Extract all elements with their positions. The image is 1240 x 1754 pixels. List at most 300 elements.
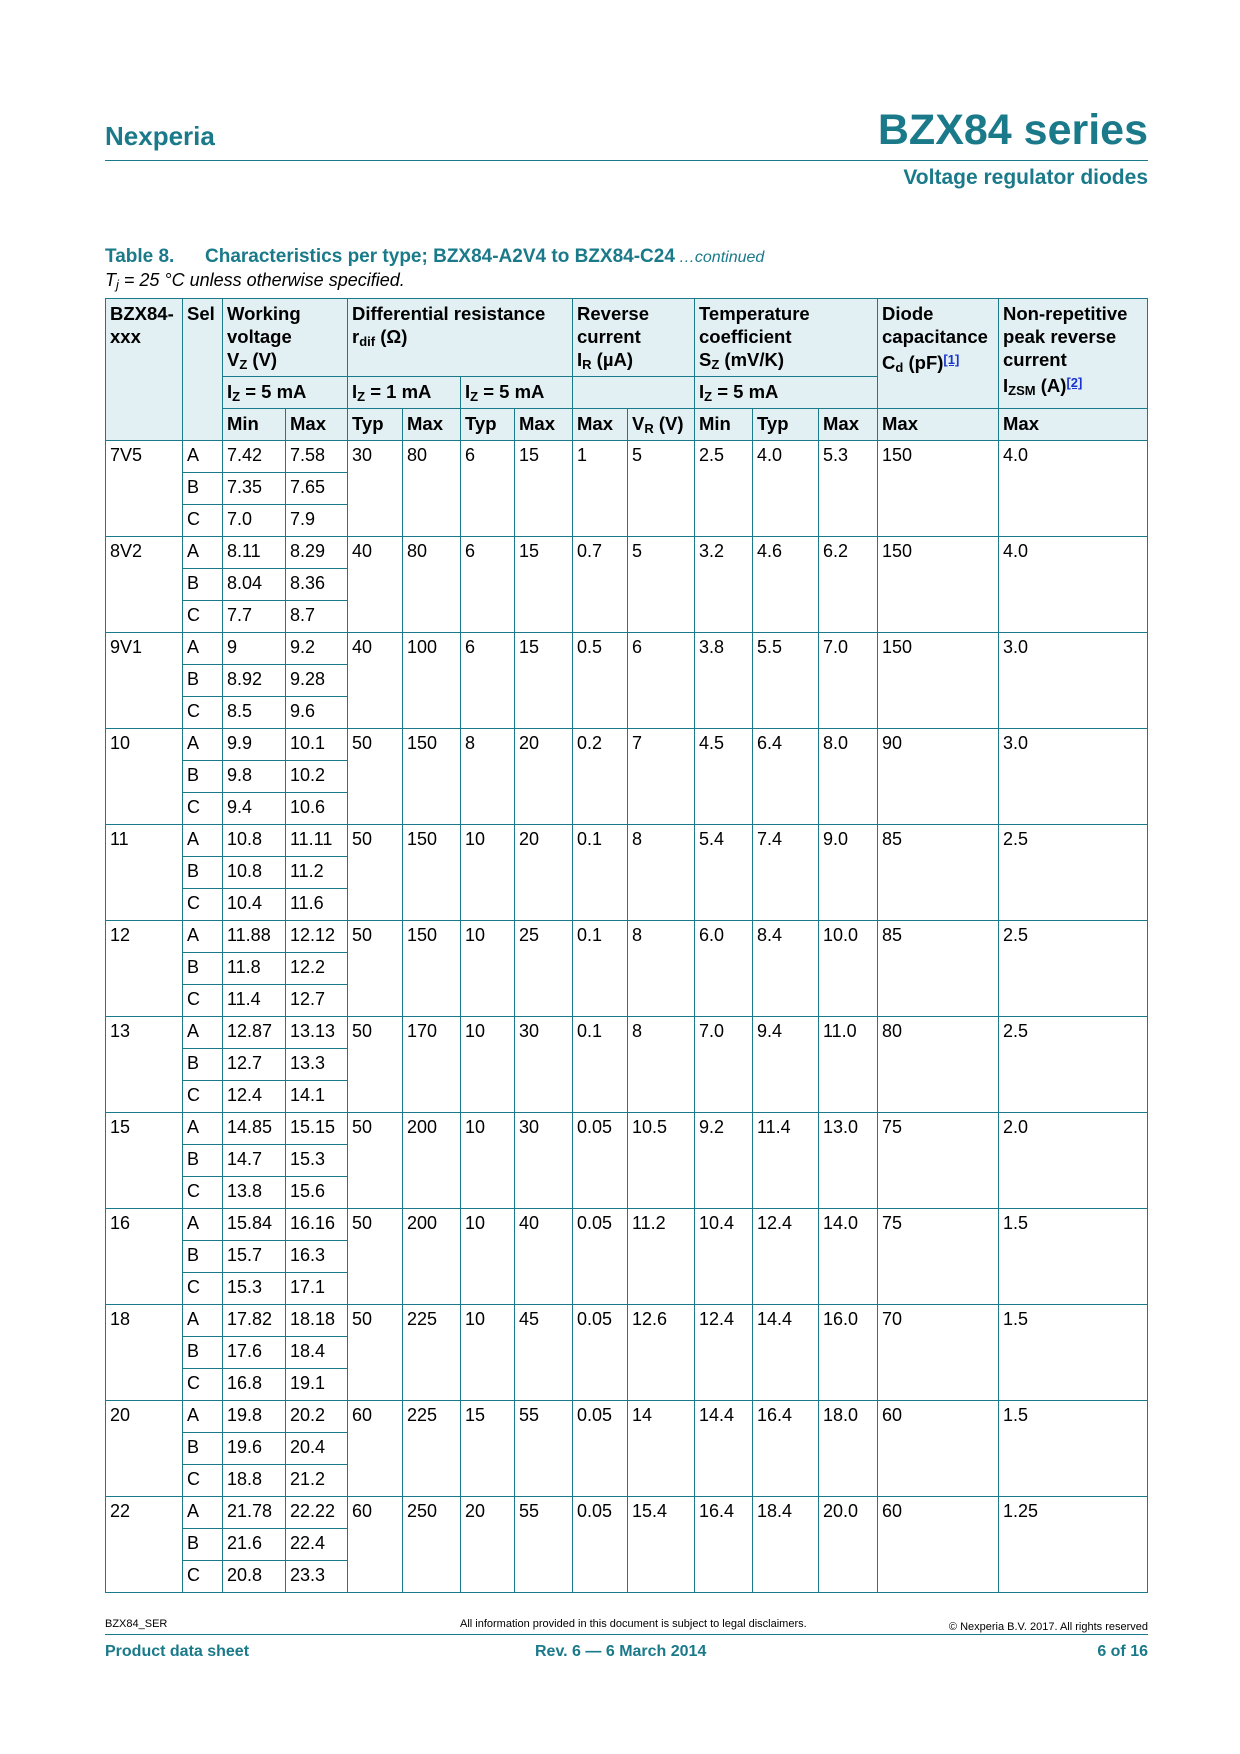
- cell-izsm-max: 2.5: [999, 825, 1148, 921]
- cell-sel: C: [183, 793, 223, 825]
- cell-izsm-max: 1.5: [999, 1401, 1148, 1497]
- cell-sz-min: 4.5: [695, 729, 753, 825]
- cell-vz-max: 8.36: [286, 569, 348, 601]
- cell-vz-min: 7.35: [223, 473, 286, 505]
- cell-vr: 8: [628, 825, 695, 921]
- cell-vr: 5: [628, 537, 695, 633]
- cell-r5-typ: 10: [461, 1113, 515, 1209]
- cell-r1-typ: 50: [348, 729, 403, 825]
- cell-type: 9V1: [106, 633, 183, 729]
- th-sz-typ: Typ: [753, 409, 819, 441]
- cell-vz-max: 15.3: [286, 1145, 348, 1177]
- cell-sel: B: [183, 761, 223, 793]
- footer-disclaimer: All information provided in this document is subject to legal disclaimers.: [460, 1618, 807, 1630]
- cell-vz-min: 19.8: [223, 1401, 286, 1433]
- cell-vz-max: 12.2: [286, 953, 348, 985]
- cell-sz-typ: 4.0: [753, 441, 819, 537]
- cell-type: 18: [106, 1305, 183, 1401]
- cell-vr: 5: [628, 441, 695, 537]
- cell-vz-max: 8.7: [286, 601, 348, 633]
- cell-r1-typ: 40: [348, 633, 403, 729]
- cell-sz-typ: 6.4: [753, 729, 819, 825]
- cell-vz-max: 10.2: [286, 761, 348, 793]
- brand-name: Nexperia: [105, 121, 215, 151]
- table-row: [106, 1305, 1148, 1337]
- cell-sz-max: 11.0: [819, 1017, 878, 1113]
- table-row: [106, 1401, 1148, 1433]
- cell-vz-max: 18.18: [286, 1305, 348, 1337]
- cell-cd-max: 85: [878, 921, 999, 1017]
- cell-sel: C: [183, 985, 223, 1017]
- cell-r1-max: 250: [403, 1497, 461, 1593]
- cell-sz-typ: 12.4: [753, 1209, 819, 1305]
- cell-vr: 15.4: [628, 1497, 695, 1593]
- cell-izsm-max: 1.5: [999, 1305, 1148, 1401]
- table-row: [106, 633, 1148, 665]
- th-vr: $V_R$ (V): [628, 409, 695, 441]
- footer-page-number: 6 of 16: [1097, 1643, 1148, 1660]
- cell-vz-max: 9.28: [286, 665, 348, 697]
- th-vz-max: Max: [286, 409, 348, 441]
- cell-sel: B: [183, 473, 223, 505]
- cell-vz-min: 16.8: [223, 1369, 286, 1401]
- cell-vz-max: 11.11: [286, 825, 348, 857]
- cell-r1-typ: 30: [348, 441, 403, 537]
- table-body: [106, 441, 1148, 1593]
- cell-sel: C: [183, 1465, 223, 1497]
- cell-sel: B: [183, 1049, 223, 1081]
- cell-vz-max: 15.6: [286, 1177, 348, 1209]
- cell-cd-max: 75: [878, 1113, 999, 1209]
- cell-sz-min: 2.5: [695, 441, 753, 537]
- cell-r5-typ: 6: [461, 633, 515, 729]
- cell-sel: A: [183, 1209, 223, 1241]
- cell-ir-max: 0.05: [573, 1209, 628, 1305]
- header-rule: [105, 160, 1148, 161]
- cell-vz-min: 8.92: [223, 665, 286, 697]
- cell-r5-max: 40: [515, 1209, 573, 1305]
- cell-r1-max: 80: [403, 537, 461, 633]
- th-ir-max: Max: [573, 409, 628, 441]
- cell-r5-typ: 10: [461, 921, 515, 1017]
- th-sz-max: Max: [819, 409, 878, 441]
- footnote-link-2[interactable]: [2]: [1066, 375, 1083, 390]
- cell-vz-min: 9.8: [223, 761, 286, 793]
- cell-vz-max: 16.3: [286, 1241, 348, 1273]
- cell-vz-min: 15.3: [223, 1273, 286, 1305]
- cell-vz-min: 9.9: [223, 729, 286, 761]
- cell-sz-max: 14.0: [819, 1209, 878, 1305]
- cell-r5-max: 25: [515, 921, 573, 1017]
- th-nonrepetitive-current: Non-repetitive peak reverse current $I_{ZSM}$ (A)[2]: [999, 299, 1148, 409]
- cell-sel: C: [183, 889, 223, 921]
- cell-sz-min: 7.0: [695, 1017, 753, 1113]
- cell-type: 7V5: [106, 441, 183, 537]
- cell-izsm-max: 4.0: [999, 441, 1148, 537]
- table-row: [106, 921, 1148, 953]
- th-iz5-rdif: $I_Z = 5$ mA: [461, 377, 573, 409]
- cell-r5-typ: 10: [461, 1017, 515, 1113]
- cell-sel: B: [183, 665, 223, 697]
- cell-izsm-max: 4.0: [999, 537, 1148, 633]
- th-iz5-sz: $I_Z = 5$ mA: [695, 377, 878, 409]
- cell-r5-typ: 10: [461, 1209, 515, 1305]
- footer-revision: Rev. 6 — 6 March 2014: [535, 1643, 707, 1660]
- cell-ir-max: 0.5: [573, 633, 628, 729]
- cell-vz-max: 10.6: [286, 793, 348, 825]
- cell-sz-typ: 7.4: [753, 825, 819, 921]
- cell-r1-typ: 50: [348, 825, 403, 921]
- cell-ir-max: 0.1: [573, 921, 628, 1017]
- cell-vz-min: 7.7: [223, 601, 286, 633]
- cell-r1-max: 225: [403, 1401, 461, 1497]
- cell-vz-max: 12.7: [286, 985, 348, 1017]
- cell-r5-typ: 6: [461, 441, 515, 537]
- cell-izsm-max: 2.0: [999, 1113, 1148, 1209]
- cell-r1-typ: 50: [348, 921, 403, 1017]
- footer-doc-type: Product data sheet: [105, 1643, 250, 1660]
- cell-izsm-max: 1.25: [999, 1497, 1148, 1593]
- cell-izsm-max: 2.5: [999, 921, 1148, 1017]
- cell-sel: C: [183, 505, 223, 537]
- cell-vz-min: 11.88: [223, 921, 286, 953]
- cell-vr: 8: [628, 921, 695, 1017]
- table-row: [106, 537, 1148, 569]
- cell-vr: 10.5: [628, 1113, 695, 1209]
- cell-r5-typ: 20: [461, 1497, 515, 1593]
- cell-vz-max: 22.22: [286, 1497, 348, 1529]
- cell-vz-min: 21.6: [223, 1529, 286, 1561]
- cell-vz-max: 13.13: [286, 1017, 348, 1049]
- cell-vz-max: 18.4: [286, 1337, 348, 1369]
- cell-sz-max: 9.0: [819, 825, 878, 921]
- cell-ir-max: 0.05: [573, 1497, 628, 1593]
- cell-sz-typ: 8.4: [753, 921, 819, 1017]
- cell-r1-typ: 60: [348, 1401, 403, 1497]
- cell-sz-min: 10.4: [695, 1209, 753, 1305]
- table-row: [106, 1017, 1148, 1049]
- cell-sel: A: [183, 1305, 223, 1337]
- footer-rule: [105, 1634, 1148, 1635]
- cell-vz-min: 12.4: [223, 1081, 286, 1113]
- cell-vz-min: 15.7: [223, 1241, 286, 1273]
- cell-sel: A: [183, 729, 223, 761]
- cell-vz-max: 14.1: [286, 1081, 348, 1113]
- cell-r5-max: 55: [515, 1401, 573, 1497]
- cell-sel: A: [183, 1401, 223, 1433]
- cell-sz-typ: 16.4: [753, 1401, 819, 1497]
- cell-vz-min: 8.11: [223, 537, 286, 569]
- product-subtitle: Voltage regulator diodes: [903, 166, 1148, 189]
- cell-sel: B: [183, 1529, 223, 1561]
- cell-r1-max: 150: [403, 921, 461, 1017]
- cell-type: 15: [106, 1113, 183, 1209]
- th-temperature-coefficient: Temperature coefficient $S_Z$ (mV/K): [695, 299, 878, 377]
- cell-vz-min: 9: [223, 633, 286, 665]
- cell-cd-max: 70: [878, 1305, 999, 1401]
- cell-ir-max: 0.1: [573, 1017, 628, 1113]
- cell-sz-min: 9.2: [695, 1113, 753, 1209]
- cell-vr: 7: [628, 729, 695, 825]
- th-type: BZX84-xxx: [106, 299, 183, 441]
- cell-sz-min: 16.4: [695, 1497, 753, 1593]
- cell-r1-max: 150: [403, 825, 461, 921]
- cell-r1-max: 200: [403, 1113, 461, 1209]
- cell-vz-max: 23.3: [286, 1561, 348, 1593]
- cell-sel: B: [183, 1433, 223, 1465]
- cell-r1-max: 80: [403, 441, 461, 537]
- cell-r5-max: 15: [515, 633, 573, 729]
- cell-sz-min: 3.8: [695, 633, 753, 729]
- cell-ir-max: 0.05: [573, 1305, 628, 1401]
- cell-vz-min: 10.8: [223, 825, 286, 857]
- cell-r1-max: 170: [403, 1017, 461, 1113]
- cell-r1-max: 200: [403, 1209, 461, 1305]
- cell-r1-max: 100: [403, 633, 461, 729]
- cell-ir-max: 0.1: [573, 825, 628, 921]
- cell-r1-typ: 50: [348, 1305, 403, 1401]
- cell-sel: C: [183, 1273, 223, 1305]
- cell-sel: A: [183, 537, 223, 569]
- cell-sel: B: [183, 1145, 223, 1177]
- cell-sel: A: [183, 1113, 223, 1145]
- cell-r5-typ: 10: [461, 1305, 515, 1401]
- cell-type: 8V2: [106, 537, 183, 633]
- cell-vz-max: 16.16: [286, 1209, 348, 1241]
- th-diode-capacitance: Diode capacitance $C_d$ (pF)[1]: [878, 299, 999, 409]
- cell-vz-max: 15.15: [286, 1113, 348, 1145]
- cell-izsm-max: 3.0: [999, 633, 1148, 729]
- cell-sz-min: 6.0: [695, 921, 753, 1017]
- footnote-link-1[interactable]: [1]: [943, 352, 960, 367]
- cell-sz-max: 13.0: [819, 1113, 878, 1209]
- cell-cd-max: 150: [878, 441, 999, 537]
- cell-vz-min: 17.6: [223, 1337, 286, 1369]
- table-continued: …continued: [678, 249, 765, 266]
- th-r1-typ: Typ: [348, 409, 403, 441]
- cell-vz-min: 10.4: [223, 889, 286, 921]
- cell-sz-min: 14.4: [695, 1401, 753, 1497]
- cell-r5-max: 15: [515, 537, 573, 633]
- cell-vz-max: 8.29: [286, 537, 348, 569]
- cell-ir-max: 0.2: [573, 729, 628, 825]
- cell-type: 20: [106, 1401, 183, 1497]
- cell-cd-max: 90: [878, 729, 999, 825]
- th-r5-max: Max: [515, 409, 573, 441]
- cell-cd-max: 85: [878, 825, 999, 921]
- th-reverse-current: Reverse current $I_R$ (µA): [573, 299, 695, 377]
- cell-r5-typ: 10: [461, 825, 515, 921]
- cell-sel: C: [183, 1561, 223, 1593]
- cell-vz-min: 7.42: [223, 441, 286, 473]
- footer-doc-id: BZX84_SER: [105, 1618, 168, 1630]
- cell-type: 13: [106, 1017, 183, 1113]
- cell-vz-max: 11.6: [286, 889, 348, 921]
- characteristics-table: [105, 298, 1148, 1593]
- cell-sz-max: 7.0: [819, 633, 878, 729]
- cell-vz-min: 11.4: [223, 985, 286, 1017]
- cell-vz-max: 9.6: [286, 697, 348, 729]
- cell-vz-min: 8.04: [223, 569, 286, 601]
- cell-r1-typ: 40: [348, 537, 403, 633]
- cell-vz-min: 12.87: [223, 1017, 286, 1049]
- th-ir-blank: [573, 377, 695, 409]
- cell-sz-max: 8.0: [819, 729, 878, 825]
- product-series-title: BZX84 series: [877, 106, 1148, 154]
- cell-ir-max: 1: [573, 441, 628, 537]
- cell-r5-max: 20: [515, 729, 573, 825]
- cell-vr: 14: [628, 1401, 695, 1497]
- cell-r5-typ: 15: [461, 1401, 515, 1497]
- cell-vz-min: 15.84: [223, 1209, 286, 1241]
- cell-vz-max: 9.2: [286, 633, 348, 665]
- cell-r1-typ: 50: [348, 1209, 403, 1305]
- cell-sel: A: [183, 441, 223, 473]
- cell-vz-max: 19.1: [286, 1369, 348, 1401]
- cell-izsm-max: 3.0: [999, 729, 1148, 825]
- cell-vz-max: 17.1: [286, 1273, 348, 1305]
- cell-vr: 12.6: [628, 1305, 695, 1401]
- cell-sel: A: [183, 633, 223, 665]
- cell-sel: B: [183, 857, 223, 889]
- cell-sz-typ: 4.6: [753, 537, 819, 633]
- cell-sel: C: [183, 697, 223, 729]
- cell-vz-min: 10.8: [223, 857, 286, 889]
- th-iz1: $I_Z = 1$ mA: [348, 377, 461, 409]
- cell-sel: B: [183, 1337, 223, 1369]
- cell-vz-max: 20.2: [286, 1401, 348, 1433]
- cell-sz-max: 20.0: [819, 1497, 878, 1593]
- table-row: [106, 825, 1148, 857]
- cell-vz-min: 11.8: [223, 953, 286, 985]
- cell-ir-max: 0.05: [573, 1113, 628, 1209]
- th-differential-resistance: Differential resistance $r_{dif}$ (Ω): [348, 299, 573, 377]
- cell-sz-typ: 9.4: [753, 1017, 819, 1113]
- cell-sz-min: 3.2: [695, 537, 753, 633]
- cell-cd-max: 80: [878, 1017, 999, 1113]
- table-caption: [105, 246, 764, 268]
- cell-vz-max: 7.9: [286, 505, 348, 537]
- table-row: [106, 729, 1148, 761]
- cell-vr: 8: [628, 1017, 695, 1113]
- cell-r5-typ: 6: [461, 537, 515, 633]
- cell-vz-min: 17.82: [223, 1305, 286, 1337]
- th-iz5-wv: $I_Z = 5$ mA: [223, 377, 348, 409]
- cell-r5-max: 30: [515, 1017, 573, 1113]
- cell-r1-typ: 50: [348, 1017, 403, 1113]
- table-row: [106, 1497, 1148, 1529]
- cell-sz-max: 10.0: [819, 921, 878, 1017]
- cell-r5-typ: 8: [461, 729, 515, 825]
- cell-izsm-max: 1.5: [999, 1209, 1148, 1305]
- cell-sz-typ: 5.5: [753, 633, 819, 729]
- cell-sel: B: [183, 569, 223, 601]
- cell-type: 11: [106, 825, 183, 921]
- cell-sz-max: 18.0: [819, 1401, 878, 1497]
- cell-sz-max: 16.0: [819, 1305, 878, 1401]
- cell-r5-max: 55: [515, 1497, 573, 1593]
- cell-vz-min: 19.6: [223, 1433, 286, 1465]
- cell-sz-max: 5.3: [819, 441, 878, 537]
- th-sz-min: Min: [695, 409, 753, 441]
- cell-sz-typ: 18.4: [753, 1497, 819, 1593]
- cell-vz-min: 18.8: [223, 1465, 286, 1497]
- cell-vz-min: 14.7: [223, 1145, 286, 1177]
- th-working-voltage: Working voltage $V_Z$ (V): [223, 299, 348, 377]
- th-cd-max: Max: [878, 409, 999, 441]
- cell-vz-min: 12.7: [223, 1049, 286, 1081]
- cell-vr: 6: [628, 633, 695, 729]
- cell-r5-max: 30: [515, 1113, 573, 1209]
- table-row: [106, 1113, 1148, 1145]
- cell-sel: C: [183, 601, 223, 633]
- table-row: [106, 441, 1148, 473]
- cell-type: 16: [106, 1209, 183, 1305]
- cell-vz-min: 14.85: [223, 1113, 286, 1145]
- cell-sel: A: [183, 1017, 223, 1049]
- cell-cd-max: 75: [878, 1209, 999, 1305]
- footer-copyright: © Nexperia B.V. 2017. All rights reserved: [948, 1621, 1148, 1633]
- cell-vz-max: 7.58: [286, 441, 348, 473]
- cell-r1-typ: 60: [348, 1497, 403, 1593]
- table-number: Table 8.: [105, 246, 175, 267]
- cell-vz-min: 8.5: [223, 697, 286, 729]
- cell-sel: B: [183, 1241, 223, 1273]
- cell-r5-max: 45: [515, 1305, 573, 1401]
- cell-sz-min: 12.4: [695, 1305, 753, 1401]
- th-vz-min: Min: [223, 409, 286, 441]
- cell-sz-typ: 11.4: [753, 1113, 819, 1209]
- cell-vz-max: 22.4: [286, 1529, 348, 1561]
- cell-vz-max: 10.1: [286, 729, 348, 761]
- cell-cd-max: 60: [878, 1401, 999, 1497]
- table-condition: Tj = 25 °C unless otherwise specified.: [105, 270, 405, 292]
- cell-vz-min: 21.78: [223, 1497, 286, 1529]
- cell-cd-max: 150: [878, 537, 999, 633]
- cell-type: 12: [106, 921, 183, 1017]
- table-title: Characteristics per type; BZX84-A2V4 to BZX84-C24: [205, 246, 675, 267]
- cell-sz-max: 6.2: [819, 537, 878, 633]
- th-r5-typ: Typ: [461, 409, 515, 441]
- cell-sel: A: [183, 1497, 223, 1529]
- cell-sel: A: [183, 921, 223, 953]
- cell-sel: B: [183, 953, 223, 985]
- cell-vr: 11.2: [628, 1209, 695, 1305]
- cell-vz-min: 13.8: [223, 1177, 286, 1209]
- cell-r5-max: 20: [515, 825, 573, 921]
- cell-sz-min: 5.4: [695, 825, 753, 921]
- cell-r1-max: 225: [403, 1305, 461, 1401]
- cell-vz-max: 13.3: [286, 1049, 348, 1081]
- cell-type: 22: [106, 1497, 183, 1593]
- cell-cd-max: 60: [878, 1497, 999, 1593]
- cell-vz-max: 7.65: [286, 473, 348, 505]
- cell-r1-max: 150: [403, 729, 461, 825]
- cell-vz-max: 11.2: [286, 857, 348, 889]
- cell-sel: C: [183, 1177, 223, 1209]
- th-r1-max: Max: [403, 409, 461, 441]
- cell-ir-max: 0.7: [573, 537, 628, 633]
- cell-vz-max: 12.12: [286, 921, 348, 953]
- cell-izsm-max: 2.5: [999, 1017, 1148, 1113]
- cell-vz-min: 7.0: [223, 505, 286, 537]
- cell-vz-max: 21.2: [286, 1465, 348, 1497]
- th-sel: Sel: [183, 299, 223, 441]
- th-izsm-max: Max: [999, 409, 1148, 441]
- cell-sel: A: [183, 825, 223, 857]
- cell-sel: C: [183, 1369, 223, 1401]
- cell-vz-max: 20.4: [286, 1433, 348, 1465]
